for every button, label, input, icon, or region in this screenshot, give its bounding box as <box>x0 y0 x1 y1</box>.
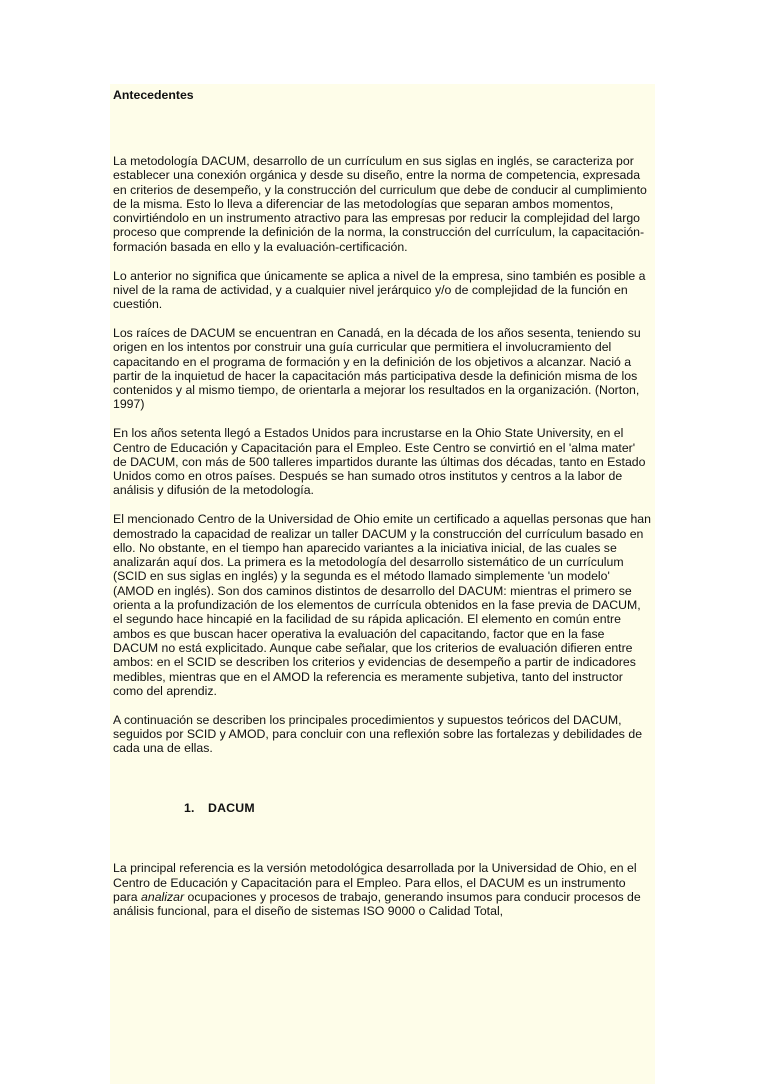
document-content <box>113 88 651 919</box>
paragraph: La metodología DACUM, desarrollo de un currículum en sus siglas en inglés, se caracteriza por establecer una conexión orgánica y desde su diseño, entre la norma de competencia, expresada en criterios de desempeño, y la construcción del curriculum que debe de conducir al cumplimiento de la misma. Esto lo lleva a diferenciar de las metodologías que separan ambos momentos, convirtiéndolo en un instrumento atractivo para las empresas por reducir la complejidad del largo proceso que comprende la definición de la norma, la construcción del currículum, la capacitación-formación basada en ello y la evaluación-certificación. <box>113 154 647 254</box>
paragraph <box>113 861 651 918</box>
document-page <box>110 84 655 1084</box>
paragraph: El mencionado Centro de la Universidad de Ohio emite un certificado a aquellas personas que han demostrado la capacidad de realizar un taller DACUM y la construcción del currículum basado en ello. No obstante, en el tiempo han aparecido variantes a la iniciativa inicial, de las cuales se analizarán aquí dos. La primera es la metodología del desarrollo sistemático de un currículum (SCID en sus siglas en inglés) y la segunda es el método llamado simplemente 'un modelo' (AMOD en inglés). Son dos caminos distintos de desarrollo del DACUM: mientras el primero se orienta a la profundización de los elementos de currícula obtenidos en la fase previa de DACUM, el segundo hace hincapié en la facilidad de su rápida aplicación. El elemento en común entre ambos es que buscan hacer operativa la evaluación del capacitando, factor que en la fase DACUM no está explicitado. Aunque cabe señalar, que los criterios de evaluación difieren entre ambos: en el SCID se describen los criterios y evidencias de desempeño a partir de indicadores medibles, mientras que en el AMOD la referencia es meramente subjetiva, tanto del instructor como del aprendiz. <box>113 512 651 698</box>
section-title-dacum <box>113 801 651 815</box>
emphasis-text: analizar <box>141 890 185 905</box>
section-heading-antecedentes: Antecedentes <box>113 88 194 102</box>
paragraph: Los raíces de DACUM se encuentran en Canadá, en la década de los años sesenta, teniendo su origen en los intentos por construir una guía curricular que permitiera el involucramiento del capacitando en el programa de formación y en la definición de los objetivos a alcanzar. Nació a partir de la inquietud de hacer la capacitación más participativa desde la definición misma de los contenidos y al mismo tiempo, de orientarla a mejorar los resultados en la organización. (Norton, 1997) <box>113 325 641 412</box>
section-title-text: DACUM <box>208 801 255 816</box>
paragraph-text: La principal referencia es la versión metodológica desarrollada por la Universidad de Ohio, en el Centro de Educación y Capacitación para el Empleo. Para ellos, el DACUM es un instrumento para <box>113 861 637 905</box>
paragraph: A continuación se describen los principales procedimientos y supuestos teóricos del DACUM, seguidos por SCID y AMOD, para concluir con una reflexión sobre las fortalezas y debilidades de cada una de ellas. <box>113 712 643 756</box>
paragraph-text: ocupaciones y procesos de trabajo, generando insumos para conducir procesos de análisis funcional, para el diseño de sistemas ISO 9000 o Calidad Total, <box>113 890 641 919</box>
paragraph: En los años setenta llegó a Estados Unidos para incrustarse en la Ohio State University, en el Centro de Educación y Capacitación para el Empleo. Este Centro se convirtió en el 'alma mater' de DACUM, con más de 500 talleres impartidos durante las últimas dos décadas, tanto en Estado Unidos como en otros países. Después se han sumado otros institutos y centros a la labor de análisis y difusión de la metodología. <box>113 426 646 498</box>
paragraph: Lo anterior no significa que únicamente se aplica a nivel de la empresa, sino también es posible a nivel de la rama de actividad, y a cualquier nivel jerárquico y/o de complejidad de la función en cuestión. <box>113 268 646 312</box>
section-number: 1. <box>184 801 195 816</box>
